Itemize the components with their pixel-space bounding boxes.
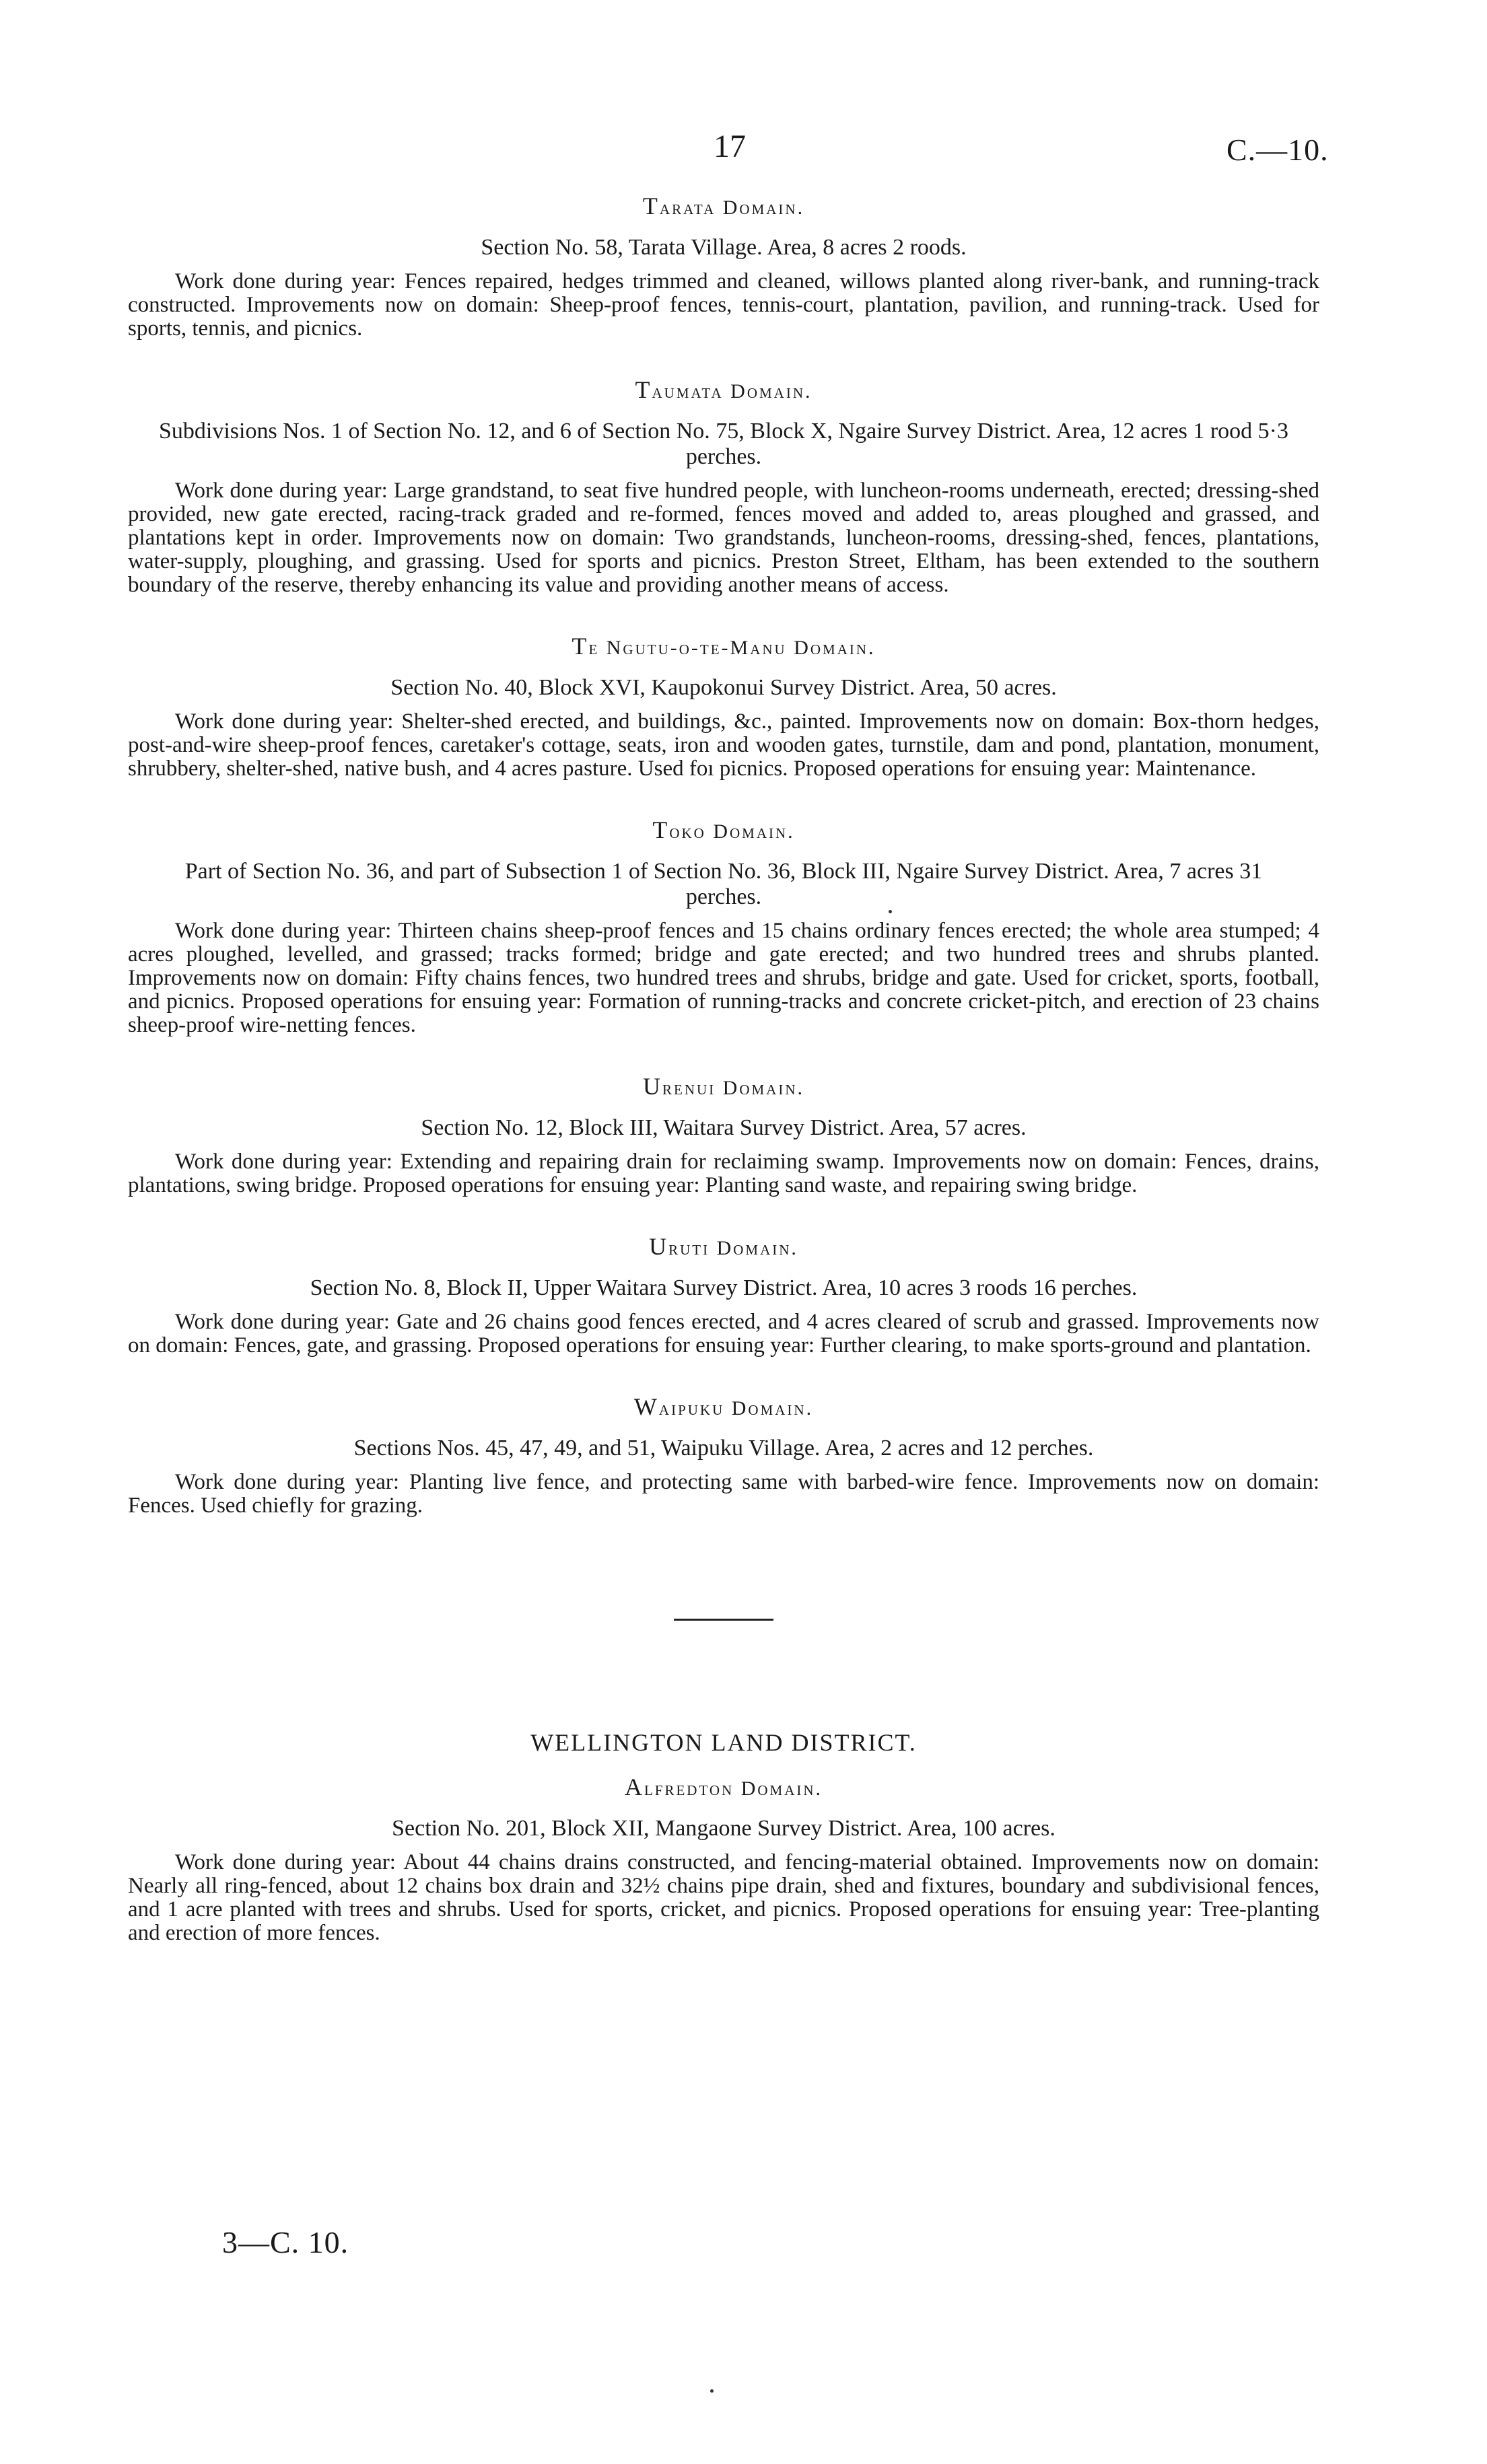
scan-speck bbox=[889, 910, 892, 913]
domain-section-alfredton bbox=[128, 1773, 1319, 1945]
page-content bbox=[128, 192, 1319, 1980]
domain-section-urenui bbox=[128, 1072, 1319, 1197]
domain-heading: Alfredton Domain. bbox=[624, 1773, 823, 1800]
domain-location: Section No. 40, Block XVI, Kaupokonui Survey District. Area, 50 acres. bbox=[390, 675, 1057, 700]
district-title: WELLINGTON LAND DISTRICT. bbox=[530, 1729, 917, 1756]
domain-section-waipuku bbox=[128, 1393, 1319, 1518]
document-reference: C.—10. bbox=[1226, 133, 1329, 167]
domain-description: Work done during year: Large grandstand, to seat five hundred people, with luncheon-rooms underneath, erected; dressing-shed provided, new gate erected, racing-track graded and re-formed, fences moved and added to, areas ploughed and grassed, and plantations kept in order. Improvements now on domain: Two grandstands, luncheon-rooms, dressing-shed, fences, plantations, water-supply, ploughing, and grassing. Used for sports and picnics. Preston Street, Eltham, has been extended to the southern boundary of the reserve, thereby enhancing its value and providing another means of access. bbox=[128, 479, 1319, 597]
domain-location: Part of Section No. 36, and part of Subsection 1 of Section No. 36, Block III, Ngaire Survey District. Area, 7 acres 31 perches. bbox=[184, 859, 1263, 909]
domain-location: Subdivisions Nos. 1 of Section No. 12, and 6 of Section No. 75, Block X, Ngaire Survey District. Area, 12 acres 1 rood 5·3 perches. bbox=[158, 419, 1289, 469]
domain-location: Sections Nos. 45, 47, 49, and 51, Waipuku Village. Area, 2 acres and 12 perches. bbox=[353, 1436, 1094, 1460]
domain-heading: Waipuku Domain. bbox=[633, 1393, 814, 1420]
domain-heading: Toko Domain. bbox=[652, 816, 795, 843]
domain-location: Section No. 8, Block II, Upper Waitara Survey District. Area, 10 acres 3 roods 16 perches. bbox=[310, 1275, 1138, 1300]
domain-heading: Uruti Domain. bbox=[649, 1233, 798, 1260]
signature-reference: 3—C. 10. bbox=[222, 2225, 349, 2259]
domain-heading: Te Ngutu-o-te-Manu Domain. bbox=[572, 633, 876, 660]
domain-description: Work done during year: Extending and repairing drain for reclaiming swamp. Improvements now on domain: Fences, drains, plantations, swing bridge. Proposed operations for ensuing year: Planting sand waste, and repairing swing bridge. bbox=[128, 1150, 1319, 1197]
domain-description: Work done during year: Fences repaired, hedges trimmed and cleaned, willows planted along river-bank, and running-track constructed. Improvements now on domain: Sheep-proof fences, tennis-court, plantation, pavilion, and running-track. Used for sports, tennis, and picnics. bbox=[128, 269, 1319, 341]
domain-location: Section No. 12, Block III, Waitara Survey District. Area, 57 acres. bbox=[421, 1115, 1027, 1140]
domain-heading: Urenui Domain. bbox=[643, 1073, 804, 1100]
domain-location: Section No. 201, Block XII, Mangaone Survey District. Area, 100 acres. bbox=[392, 1816, 1056, 1841]
domain-section-tarata bbox=[128, 192, 1319, 341]
domain-heading: Tarata Domain. bbox=[642, 192, 805, 219]
scan-speck bbox=[710, 2389, 714, 2393]
domain-section-toko bbox=[128, 816, 1319, 1037]
domain-section-taumata bbox=[128, 376, 1319, 597]
domain-description: Work done during year: Planting live fence, and protecting same with barbed-wire fence. Improvements now on domain: Fences. Used chiefly for grazing. bbox=[128, 1470, 1319, 1518]
domain-description: Work done during year: About 44 chains drains constructed, and fencing-material obtained. Improvements now on domain: Nearly all ring-fenced, about 12 chains box drain and 32½ chains pipe drain, shed and fixtures, boundary and subdivisional fences, and 1 acre planted with trees and shrubs. Used for sports, cricket, and picnics. Proposed operations for ensuing year: Tree-planting and erection of more fences. bbox=[128, 1850, 1319, 1945]
domain-section-uruti bbox=[128, 1232, 1319, 1358]
domain-location: Section No. 58, Tarata Village. Area, 8 acres 2 roods. bbox=[481, 235, 967, 260]
section-divider bbox=[674, 1619, 773, 1621]
domain-description: Work done during year: Shelter-shed erected, and buildings, &c., painted. Improvements now on domain: Box-thorn hedges, post-and-wire sheep-proof fences, caretaker's cottage, seats, iron and wooden gates, turnstile, dam and pond, plantation, monument, shrubbery, shelter-shed, native bush, and 4 acres pasture. Used foı picnics. Proposed operations for ensuing year: Maintenance. bbox=[128, 709, 1319, 781]
page-number: 17 bbox=[714, 129, 746, 164]
domain-description: Work done during year: Gate and 26 chains good fences erected, and 4 acres cleared of scrub and grassed. Improvements now on domain: Fences, gate, and grassing. Proposed operations for ensuing year: Further clearing, to make sports-ground and plantation. bbox=[128, 1310, 1319, 1358]
domain-section-te-ngutu-o-te-manu bbox=[128, 632, 1319, 781]
domain-heading: Taumata Domain. bbox=[635, 376, 812, 403]
domain-description: Work done during year: Thirteen chains sheep-proof fences and 15 chains ordinary fences erected; the whole area stumped; 4 acres ploughed, levelled, and grassed; tracks formed; bridge and gate erected; and two hundred trees and shrubs planted. Improvements now on domain: Fifty chains fences, two hundred trees and shrubs, bridge and gate. Used for cricket, sports, football, and picnics. Proposed operations for ensuing year: Formation of running-tracks and concrete cricket-pitch, and erection of 23 chains sheep-proof wire-netting fences. bbox=[128, 919, 1319, 1037]
